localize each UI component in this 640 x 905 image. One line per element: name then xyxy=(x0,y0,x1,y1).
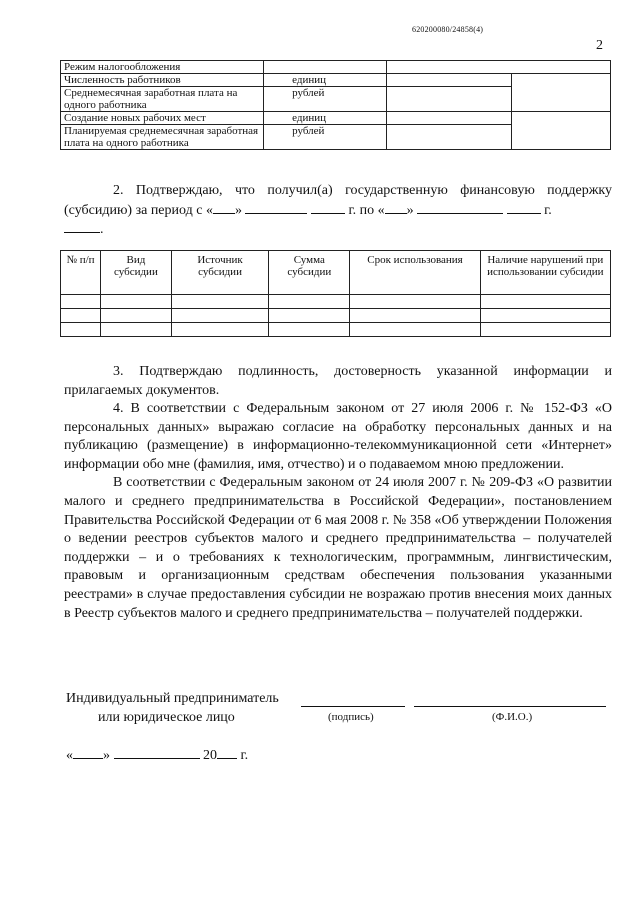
signatory-label-line2: или юридическое лицо xyxy=(98,710,235,725)
table-row xyxy=(61,323,611,337)
year-prefix: 20 xyxy=(203,748,217,763)
col-header-violations: Наличие нарушений при использовании субсидии xyxy=(480,251,610,295)
section-2 xyxy=(64,182,612,240)
value-cell xyxy=(387,125,512,150)
row-label: Планируемая среднемесячная заработная плата на одного работника xyxy=(61,125,264,150)
value-cell xyxy=(387,112,512,125)
indicators-table xyxy=(60,60,611,150)
blank-field xyxy=(213,201,235,214)
row-unit: единиц xyxy=(264,112,387,125)
section-2-text: 2. Подтверждаю, что получил(а) государственную финансовую поддержку (субсидию) за период с « xyxy=(64,183,612,218)
day-blank xyxy=(73,746,103,759)
date-line xyxy=(66,746,248,764)
subsidies-table xyxy=(60,250,611,337)
blank-field xyxy=(245,201,307,214)
col-header-term: Срок использования xyxy=(350,251,480,295)
table-row xyxy=(61,295,611,309)
blank-field xyxy=(385,201,407,214)
quote-mark: » xyxy=(406,202,414,218)
quote-mark: » xyxy=(234,202,242,218)
row-label: Создание новых рабочих мест xyxy=(61,112,264,125)
table-row xyxy=(61,61,611,74)
year-blank xyxy=(217,746,237,759)
name-caption: (Ф.И.О.) xyxy=(492,711,533,723)
table-header-row xyxy=(61,251,611,295)
month-blank xyxy=(114,746,200,759)
period-mark: . xyxy=(100,222,104,238)
date-quote-open: « xyxy=(66,748,73,763)
page-number: 2 xyxy=(596,38,603,53)
row-unit: рублей xyxy=(264,87,387,112)
row-label: Среднемесячная заработная плата на одного работника xyxy=(61,87,264,112)
year-suffix: г. xyxy=(240,748,249,763)
section-4-consent-personal-data: 4. В соответствии с Федеральным законом от 27 июля 2006 г. № 152-ФЗ «О персональных данных» выражаю согласие на обработку персональных данных и на публикацию (размещение) в информационно-телекоммуникационной сети «Интернет» информации обо мне (фамилия, имя, отчество) и о подаваемом мною предложении. xyxy=(64,401,612,472)
col-header-type: Вид субсидии xyxy=(101,251,172,295)
date-quote-close: » xyxy=(103,748,110,763)
blank-field xyxy=(311,201,345,214)
blank-field xyxy=(64,220,100,233)
value-cell xyxy=(511,112,610,150)
row-unit: рублей xyxy=(264,125,387,150)
row-label: Численность работников xyxy=(61,74,264,87)
value-cell xyxy=(387,87,512,112)
table-row xyxy=(61,74,611,87)
section-2-text-to: г. по « xyxy=(348,202,385,218)
table-row xyxy=(61,112,611,125)
signatory-label-line1: Индивидуальный предприниматель xyxy=(66,691,279,706)
col-header-source: Источник субсидии xyxy=(171,251,268,295)
signature-line xyxy=(301,706,405,707)
section-3-text: 3. Подтверждаю подлинность, достоверность указанной информации и прилагаемых документов. xyxy=(64,364,612,398)
year-suffix: г. xyxy=(544,202,552,218)
row-unit xyxy=(264,61,387,74)
value-cell xyxy=(387,61,611,74)
row-unit: единиц xyxy=(264,74,387,87)
value-cell xyxy=(387,74,512,87)
table-row xyxy=(61,309,611,323)
signature-caption: (подпись) xyxy=(328,711,374,723)
section-3 xyxy=(64,363,612,400)
document-code: 620200080/24858(4) xyxy=(412,25,484,34)
value-cell xyxy=(511,74,610,112)
blank-field xyxy=(417,201,503,214)
row-label: Режим налогообложения xyxy=(61,61,264,74)
col-header-amount: Сумма субсидии xyxy=(269,251,350,295)
blank-field xyxy=(507,201,541,214)
section-4-consent-registry: В соответствии с Федеральным законом от 24 июля 2007 г. № 209-ФЗ «О развитии малого и среднего предпринимательства в Российской Федерации», постановлением Правительства Российской Федерации от 6 мая 2008 г. № 358 «Об утверждении Положения о ведении реестров субъектов малого и среднего предпринимательства – получателей поддержки – и о требованиях к технологическим, программным, лингвистическим, правовым и организационным средствам обеспечения пользования указанными реестрами» в случае предоставления субсидии не возражаю против внесения моих данных в Реестр субъектов малого и среднего предпринимательства – получателей поддержки. xyxy=(64,475,612,621)
col-header-number: № п/п xyxy=(61,251,101,295)
section-4 xyxy=(64,400,612,623)
name-line xyxy=(414,706,606,707)
